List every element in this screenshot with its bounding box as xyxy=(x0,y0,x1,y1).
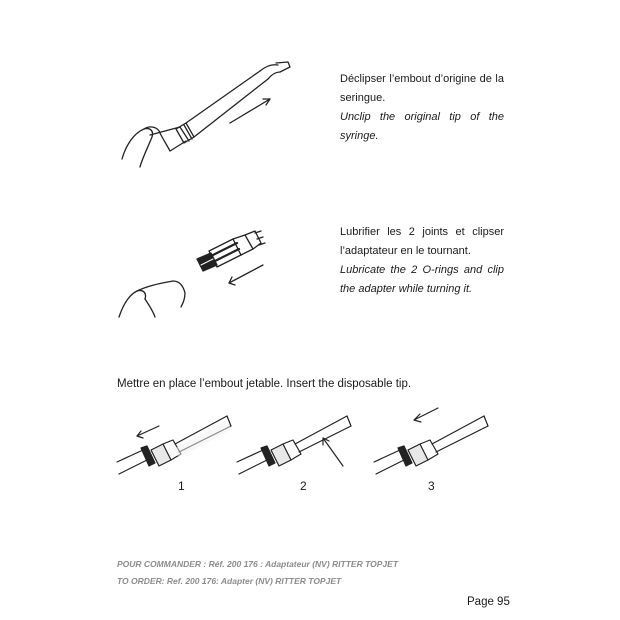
step-number-2: 2 xyxy=(300,479,307,493)
footer-order-fr: POUR COMMANDER : Réf. 200 176 : Adaptateur (NV) RITTER TOPJET xyxy=(117,559,399,569)
adapter-clip-illustration xyxy=(115,225,275,325)
section2-en: Lubricate the 2 O-rings and clip the adapter while turning it. xyxy=(340,264,504,295)
footer-order-en: TO ORDER: Ref. 200 176: Adapter (NV) RITTER TOPJET xyxy=(117,576,342,586)
syringe-unclip-illustration xyxy=(110,55,310,175)
section1-text xyxy=(340,70,504,146)
disposable-tip-step2-illustration xyxy=(235,404,365,480)
page-number: Page 95 xyxy=(467,596,510,608)
section2-text xyxy=(340,223,504,299)
section3-title: Mettre en place l’embout jetable. Insert the disposable tip. xyxy=(117,378,412,390)
disposable-tip-step1-illustration xyxy=(115,404,245,480)
section2-fr: Lubrifier les 2 joints et clipser l’adaptateur en le tournant. xyxy=(340,226,504,257)
disposable-tip-step3-illustration xyxy=(372,404,502,480)
step-number-3: 3 xyxy=(428,479,435,493)
section1-en: Unclip the original tip of the syringe. xyxy=(340,111,504,142)
footer xyxy=(117,556,398,590)
step-number-1: 1 xyxy=(178,479,185,493)
section1-fr: Déclipser l’embout d’origine de la seringue. xyxy=(340,73,504,104)
